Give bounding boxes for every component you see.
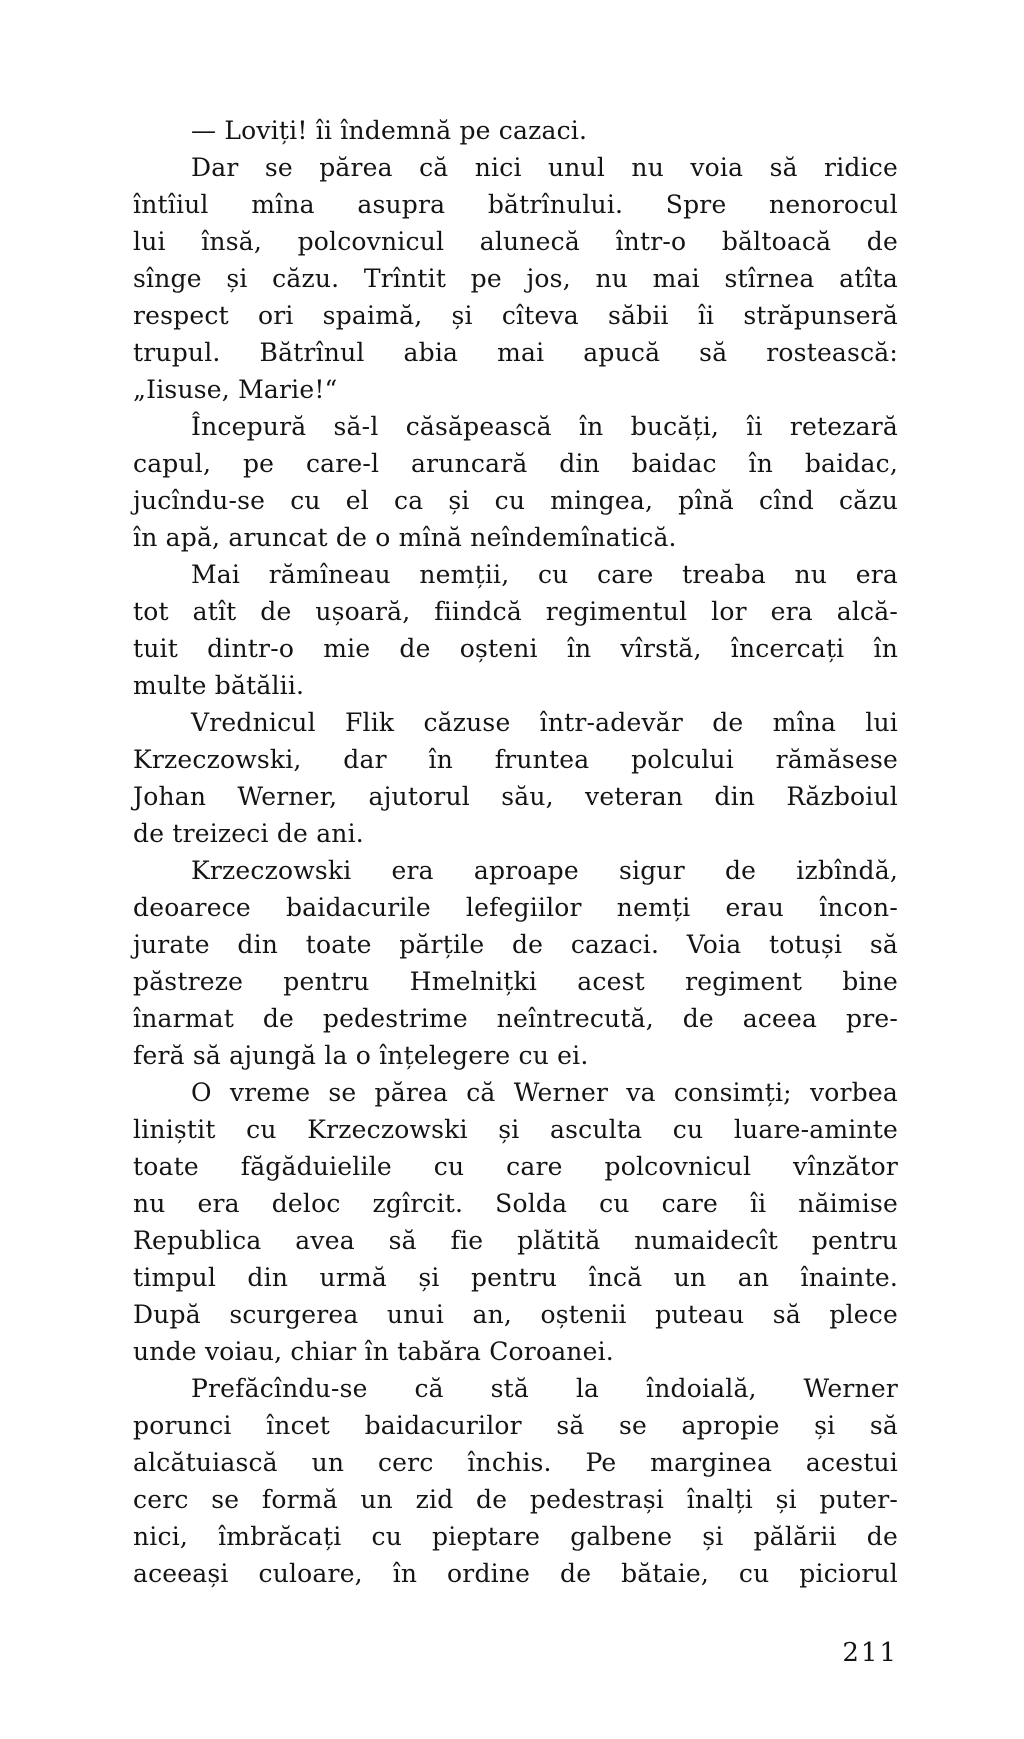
page-number: 211 — [842, 1638, 898, 1668]
text-line: toate făgăduielile cu care polcovnicul vînzător — [133, 1152, 898, 1181]
text-line: de treizeci de ani. — [133, 819, 364, 848]
text-line: deoarece baidacurile lefegiilor nemți erau încon- — [133, 893, 898, 922]
text-line: nu era deloc zgîrcit. Solda cu care îi năimise — [133, 1189, 898, 1218]
text-line: Mai rămîneau nemții, cu care treaba nu era — [191, 560, 898, 589]
text-line: Vrednicul Flik căzuse într-adevăr de mîna lui — [191, 708, 898, 737]
text-line: respect ori spaimă, și cîteva săbii îi străpunseră — [133, 301, 898, 330]
page-text — [133, 112, 898, 1592]
text-line: păstreze pentru Hmelnițki acest regiment bine — [133, 967, 898, 996]
text-line: trupul. Bătrînul abia mai apucă să rostească: — [133, 338, 898, 367]
text-line: Prefăcîndu-se că stă la îndoială, Werner — [191, 1374, 898, 1403]
paragraph — [133, 1074, 898, 1370]
text-line: unde voiau, chiar în tabăra Coroanei. — [133, 1337, 614, 1366]
text-line: După scurgerea unui an, oștenii puteau să plece — [133, 1300, 898, 1329]
text-line: multe bătălii. — [133, 671, 305, 700]
paragraph — [133, 852, 898, 1074]
text-line: tuit dintr-o mie de oșteni în vîrstă, încercați în — [133, 634, 898, 663]
paragraph — [133, 112, 898, 149]
paragraph — [133, 149, 898, 408]
text-line: aceeași culoare, în ordine de bătaie, cu piciorul — [133, 1559, 898, 1588]
text-line: liniștit cu Krzeczowski și asculta cu luare-aminte — [133, 1115, 898, 1144]
text-line: Krzeczowski, dar în fruntea polcului rămăsese — [133, 745, 898, 774]
text-line: Republica avea să fie plătită numaidecît pentru — [133, 1226, 898, 1255]
text-line: Krzeczowski era aproape sigur de izbîndă, — [191, 856, 898, 885]
text-line: înarmat de pedestrime neîntrecută, de aceea pre- — [133, 1004, 898, 1033]
text-line: Johan Werner, ajutorul său, veteran din Războiul — [133, 782, 898, 811]
paragraph — [133, 1370, 898, 1592]
paragraph — [133, 408, 898, 556]
text-line: lui însă, polcovnicul alunecă într-o băltoacă de — [133, 227, 898, 256]
text-line: timpul din urmă și pentru încă un an înainte. — [133, 1263, 898, 1292]
text-line: sînge și căzu. Trîntit pe jos, nu mai stîrnea atîta — [133, 264, 898, 293]
paragraph — [133, 704, 898, 852]
text-line: alcătuiască un cerc închis. Pe marginea acestui — [133, 1448, 898, 1477]
text-line: cerc se formă un zid de pedestrași înalți și puter- — [133, 1485, 898, 1514]
text-line: capul, pe care-l aruncară din baidac în baidac, — [133, 449, 898, 478]
text-line: porunci încet baidacurilor să se apropie și să — [133, 1411, 898, 1440]
text-line: Dar se părea că nici unul nu voia să ridice — [191, 153, 898, 182]
text-line: întîiul mîna asupra bătrînului. Spre nenorocul — [133, 190, 898, 219]
text-line: jucîndu-se cu el ca și cu mingea, pînă cînd căzu — [133, 486, 898, 515]
text-line: „Iisuse, Marie!“ — [133, 375, 338, 404]
text-line: jurate din toate părțile de cazaci. Voia totuși să — [133, 930, 898, 959]
paragraph — [133, 556, 898, 704]
text-line: în apă, aruncat de o mînă neîndemînatică. — [133, 523, 677, 552]
text-line: Începură să-l căsăpească în bucăți, îi retezară — [191, 412, 898, 441]
text-line: O vreme se părea că Werner va consimți; vorbea — [191, 1078, 898, 1107]
text-line: — Loviți! îi îndemnă pe cazaci. — [191, 116, 588, 145]
text-line: tot atît de ușoară, fiindcă regimentul lor era alcă- — [133, 597, 898, 626]
text-line: nici, îmbrăcați cu pieptare galbene și pălării de — [133, 1522, 898, 1551]
text-line: feră să ajungă la o înțelegere cu ei. — [133, 1041, 589, 1070]
